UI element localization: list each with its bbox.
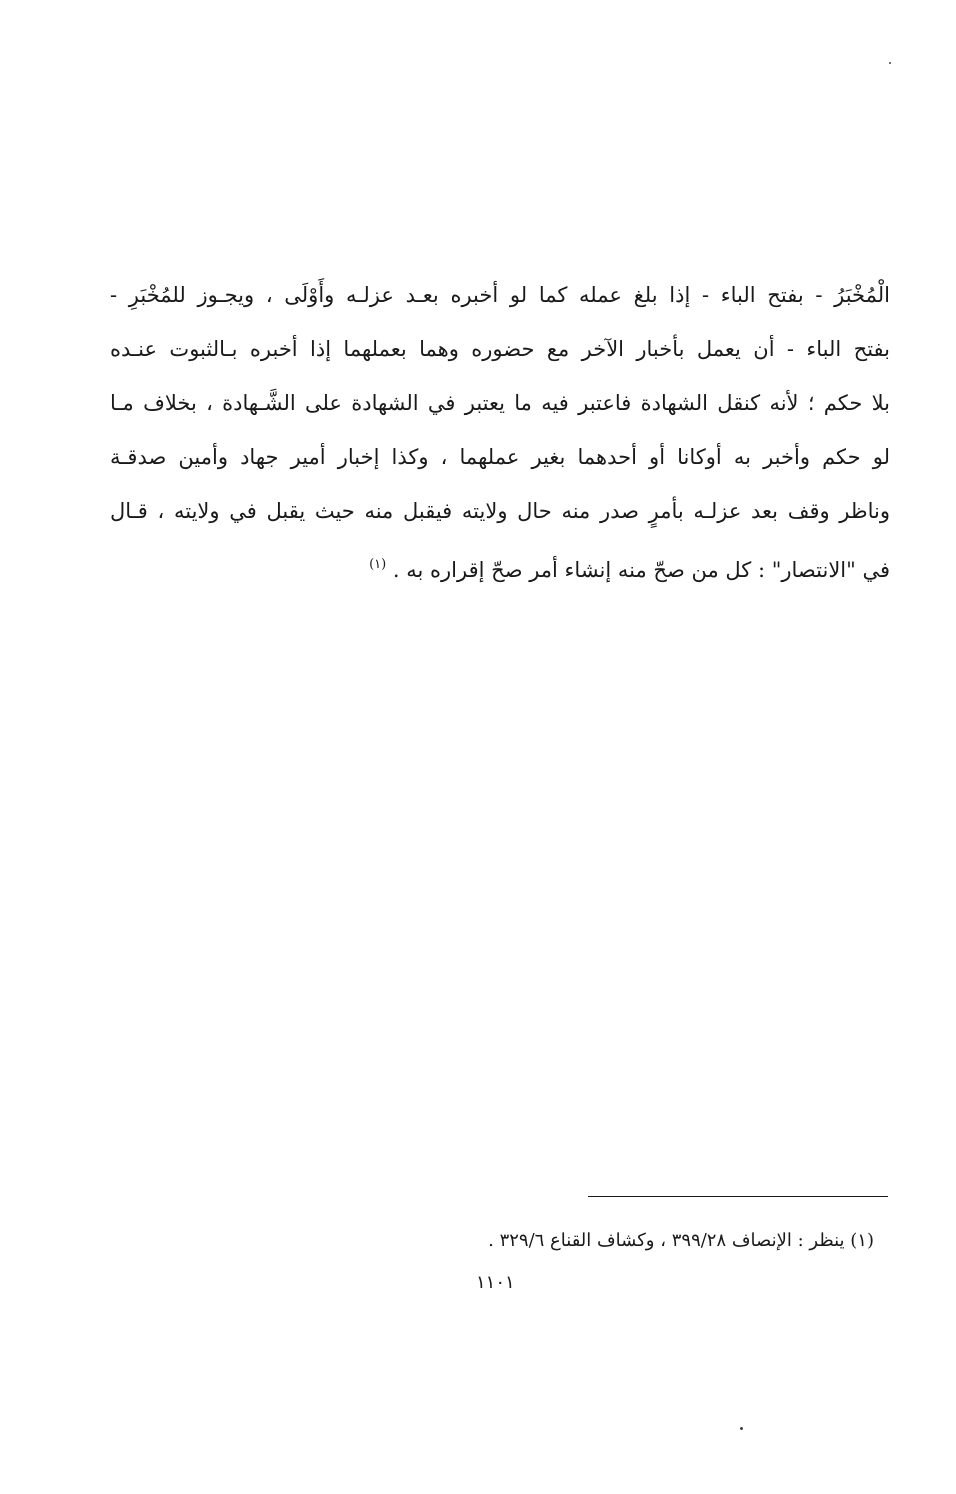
- text-line: وناظر وقف بعد عزلـه بأمرٍ صدر منه حال ولايته فيقبل منه حيث يقبل في ولايته ، قـال: [110, 499, 890, 523]
- scan-speck: [740, 1427, 743, 1430]
- footnote: (١) ينظر : الإنصاف ٣٩٩/٢٨ ، وكشاف القناع ٣٢٩/٦ .: [488, 1230, 874, 1251]
- page-number: ١١٠١: [476, 1272, 515, 1293]
- footnote-reference-marker: (١): [369, 557, 387, 572]
- scan-speck: [889, 62, 891, 64]
- text-line: لو حكم وأخبر به أوكانا أو أحدهما بغير عملهما ، وكذا إخبار أمير جهاد وأمين صدقـة: [110, 445, 890, 469]
- text-line: الْمُخْبَرُ - بفتح الباء - إذا بلغ عمله كما لو أخبره بعـد عزلـه وأَوْلَى ، ويجـوز للمُخْبَرِ -: [110, 283, 890, 307]
- main-text-block: [110, 268, 890, 592]
- footnote-separator-rule: [588, 1196, 888, 1197]
- text-line: بفتح الباء - أن يعمل بأخبار الآخر مع حضوره وهما بعملهما إذا أخبره بـالثبوت عنـده: [110, 337, 890, 361]
- text-line-last: [110, 538, 890, 592]
- text-line: بلا حكم ؛ لأنه كنقل الشهادة فاعتبر فيه ما يعتبر في الشهادة على الشَّـهادة ، بخلاف مـا: [110, 391, 890, 415]
- text-line-content: في "الانتصار" : كل من صحّ منه إنشاء أمر صحّ إقراره به .: [392, 558, 890, 582]
